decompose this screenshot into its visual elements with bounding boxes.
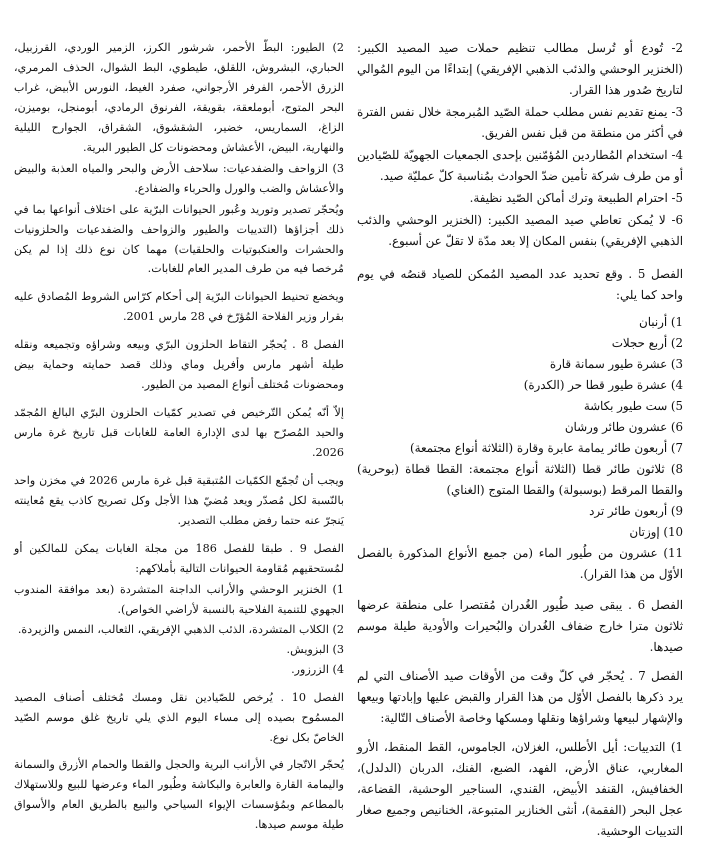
- chapter-7: الفصل 7 . يُحجّر في كلّ وقت من الأوقات صيد الأصناف التي لم يرد ذكرها بالفصل الأوّل من هذا القرار والقبض عليها وإبادتها وبيعها والإشهار لبيعها وشراؤها ونقلها ومسكها وخاصة الأصناف التّالية:: [357, 669, 683, 725]
- list-item: 2) أربع حجلات: [611, 336, 683, 350]
- list-item: 2) الكلاب المتشردة، الذئب الذهبي الإفريقي، الثعالب، النمس والزيردة.: [17, 622, 344, 636]
- chapter-5-list: [357, 312, 683, 585]
- paragraph-taxidermy: ويخضع تحنيط الحيوانات البرّية إلى أحكام كرّاس الشروط المُصادق عليه بقرار وزير الفلاحة المُؤرّخ في 28 مارس 2001.: [14, 290, 344, 324]
- list-item: 4) عشرة طيور قطا حر (الكدرة): [523, 378, 683, 392]
- paragraph-respect-nature: 5- احترام الطبيعة وترك أماكن الصّيد نظيفة.: [469, 191, 683, 205]
- list-item: 9) أربعون طائر ترد: [589, 504, 683, 518]
- chapter-5-intro: الفصل 5 . وقع تحديد عدد المصيد المُمكن للصياد قنصُه في يوم واحد كما يلي:: [357, 267, 683, 302]
- list-item: 8) ثلاثون طائر قطا (الثلاثة أنواع مجتمعة: القطا قطاة (بوحرية) والقطا المرقط (بوسبولة) والقطا المتوج (الغناي): [357, 462, 683, 497]
- paragraph-single-zone-rule: 3- يمنع تقديم نفس مطلب حملة الصّيد المُبرمجة خلال نفس الفترة في أكثر من منطقة من قبل نفس الفريق.: [357, 105, 683, 140]
- paragraph-snail-export: إلاّ أنّه يُمكن التّرخيص في تصدير كمّيات الحلزون البرّي البالغ المُجمّد والحيد المُصرّح بها لدى الإدارة العامة للغابات قبل تاريخ غرة مارس 2026.: [14, 406, 344, 460]
- paragraph-insured-beaters: 4- استخدام المُطاردين المُؤمّنين بإحدى الجمعيات الجهويّة للصّيادين أو من طرف شركة تأمين ضدّ الحوادث بمُناسبة كلّ عمليّة صيد.: [357, 148, 683, 183]
- chapter-9-list: [14, 580, 344, 680]
- paragraph-trade-ban: يُحجّر الاتّجار في الأرانب البرية والحجل والقطا والحمام الأزرق والسمانة واليمامة القارة والعابرة والبكاشة وطُيور الماء وعرضها للبيع وللاستهلاك بالمطاعم وبمُؤسسات الإيواء السياحي والبيع بالطريق العام والأسواق طيلة موسم صيدها.: [14, 758, 344, 832]
- paragraph-submission-deadline: 2- تُودع أو تُرسل مطالب تنظيم حملات صيد المصيد الكبير: (الخنزير الوحشي والذئب الذهبي الإفريقي) إبتداءًا من اليوم المُوالي لتاريخ صُدور هذا القرار.: [357, 41, 683, 97]
- list-item: 3) البزويش.: [286, 642, 344, 656]
- chapter-6: الفصل 6 . يبقى صيد طُيور الغُدران مُقتصرا على منطقة عرضها ثلاثون مترا خارج ضفاف الغُدران والبُحيرات والأودية طيلة موسم صيدها.: [357, 598, 683, 654]
- chapter-9-intro: الفصل 9 . طبقا للفصل 186 من مجلة الغابات يمكن للمالكين أو لمُستحقيهم مُقاومة الحيوانات التالية بأملاكهم:: [14, 541, 344, 575]
- list-item: 11) عشرون من طُيور الماء (من جميع الأنواع المذكورة بالفصل الأوّل من هذا القرار).: [357, 546, 683, 581]
- list-item: 10) إوزتان: [629, 525, 683, 539]
- list-item: 5) ست طيور بكاشة: [583, 399, 683, 413]
- chapter-10: الفصل 10 . يُرخص للصّيادين نقل ومسك مُختلف أصناف المصيد المسمُوح بصيده إلى مساء اليوم الذي يلي تاريخ غلق موسم الصّيد الخاصّ بكل نوع.: [14, 690, 344, 744]
- list-item: 7) أربعون طائر يمامة عابرة وقارة (الثلاثة أنواع مجتمعة): [410, 441, 683, 455]
- list-item: 6) عشرون طائر ورشان: [564, 420, 683, 434]
- chapter-7-reptiles: 3) الزواحف والضفدعيات: سلاحف الأرض والبحر والمياه العذبة والبيض والأعشاش والضب والورل والحرباء والضفادع.: [14, 161, 344, 195]
- chapter-7-birds: 2) الطيور: البطّ الأحمر، شرشور الكرز، الزمير الوردي، القرزبيل، الحباري، البشروش، اللقلق، طيطوي، البط الشوال، الحذف المرمري، الزرق الأحمر، الفرفر الأرجواني، صفرد الغيط، النورس الأبيض، غراب البحر المتوج، أبوملعقة، بقويقة، الفرنوق الرمادي، أبومنجل، بوميزن، الزاغ، السماريس، خضير، الشقشوق، الشقراق، الجوارح الليلية والنهارية، البيض، الأعشاش ومحضونات كل الطيور البرية.: [14, 41, 344, 154]
- list-item: 1) أرنبان: [639, 315, 683, 329]
- list-item: 3) عشرة طيور سمانة قارة: [549, 357, 683, 371]
- chapter-8: الفصل 8 . يُحجّر التقاط الحلزون البرّي وبيعه وشراؤه وتجميعه ونقله طيلة أشهر مارس وأفريل وماي وذلك قصد حمايته وحماية بيض ومحضونات مُختلف أنواع المصيد من الطيور.: [14, 338, 344, 392]
- list-item: 1) الخنزير الوحشي والأرانب الداجنة المتشردة (بعد موافقة المندوب الجهوي للتنمية الفلاحية بالنسبة لأراضي الخواص).: [14, 582, 344, 616]
- paragraph-one-week-interval: 6- لا يُمكن تعاطي صيد المصيد الكبير: (الخنزير الوحشي والذئب الذهبي الإفريقي) بنفس المكان إلا بعد مدّة لا تقلّ عن أسبوع.: [357, 213, 683, 248]
- paragraph-export-ban: ويُحجّر تصدير وتوريد وعُبور الحيوانات البرّية على اختلاف أنواعها بما في ذلك أجزاؤها (التدييات والطيور والزواحف والضفدعيات والحلزونيات والحشرات والعنكبوتيات والحلقيات) مهما كان نوع ذلك إذا لم يكن مُرخصا فيه من طرف المدير العام للغابات.: [14, 202, 344, 276]
- right-column: [357, 38, 683, 850]
- paragraph-stock-note: ويجب أن تُجمّع الكمّيات المُتبقية قبل غرة مارس 2026 في مخزن واحد بالنّسبة لكل مُصدّر ويعد مُضيّ هذا الأجل وكل تصريح كاذب يقع مُعاينته يَنجرّ عنه حتما رفض مطلب التصدير.: [14, 474, 344, 527]
- list-item: 4) الزرزور.: [291, 662, 344, 676]
- left-column: [14, 38, 344, 843]
- chapter-7-mammals: 1) التدييات: أيل الأطلس، الغزلان، الجاموس، القط المنقط، الأرو المغاربي، عناق الأرض، الفهد، الضبع، الفنك، الدربان (الدلدل)، الخفافيش، القنفد الأبيض، القندي، السناجير الوحشية، القضاعة، عجل البحر (الفقمة)، أنثى الخنازير المتبوعة، الخنانيص وجميع صغار التدييات الوحشية.: [357, 740, 683, 838]
